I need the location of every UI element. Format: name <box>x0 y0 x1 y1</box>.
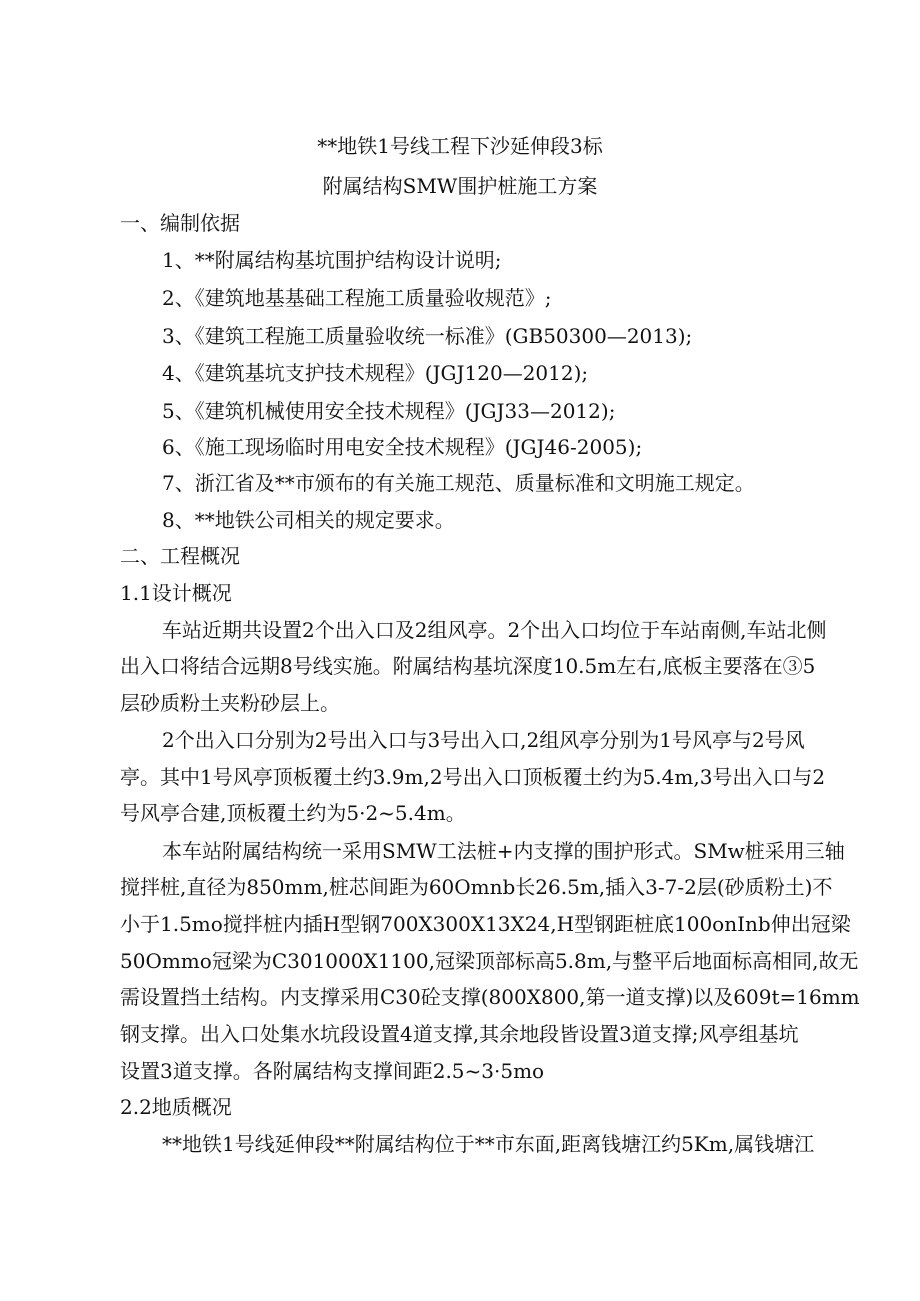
design-para-3-line-1: 本车站附属结构统一采用SMW工法桩+内支撑的围护形式。SMw桩采用三轴 <box>162 839 845 863</box>
document-title-line-1: **地铁1号线工程下沙延伸段3标 <box>317 134 603 158</box>
section-2-heading: 二、工程概况 <box>120 544 240 568</box>
reference-item-4: 4、《建筑基坑支护技术规程》(JGJ120—2012); <box>162 361 589 385</box>
reference-item-6: 6、《施工现场临时用电安全技术规程》(JGJ46-2005); <box>162 435 643 459</box>
design-para-2-line-2: 亭。其中1号风亭顶板覆土约3.9m,2号出入口顶板覆土约为5.4m,3号出入口与2 <box>120 765 826 789</box>
design-para-1-line-1: 车站近期共设置2个出入口及2组风亭。2个出入口均位于车站南侧,车站北侧 <box>162 618 827 642</box>
reference-item-2: 2、《建筑地基基础工程施工质量验收规范》; <box>162 286 552 310</box>
design-para-3-line-3: 小于1.5mo搅拌桩内插H型钢700X300X13X24,H型钢距桩底100onInb伸出冠梁 <box>120 912 851 936</box>
reference-item-5: 5、《建筑机械使用安全技术规程》(JGJ33—2012); <box>162 399 616 423</box>
reference-item-1: 1、**附属结构基坑围护结构设计说明; <box>162 248 502 272</box>
reference-item-3: 3、《建筑工程施工质量验收统一标准》(GB50300—2013); <box>162 324 693 348</box>
design-para-3-line-7: 设置3道支撑。各附属结构支撑间距2.5~3·5mo <box>120 1059 545 1083</box>
section-1-heading: 一、编制依据 <box>120 211 240 235</box>
design-para-2-line-1: 2个出入口分别为2号出入口与3号出入口,2组风亭分别为1号风亭与2号风 <box>162 728 805 752</box>
design-para-3-line-2: 搅拌桩,直径为850mm,桩芯间距为60Omnb长26.5m,插入3-7-2层(砂质粉土)不 <box>120 875 833 899</box>
design-para-3-line-4: 50Ommo冠梁为C301000X1100,冠梁顶部标高5.8m,与整平后地面标高相同,故无 <box>120 949 859 973</box>
design-para-3-line-5: 需设置挡土结构。内支撑采用C30砼支撑(800X800,第一道支撑)以及609t=16mm <box>120 985 860 1009</box>
reference-item-8: 8、**地铁公司相关的规定要求。 <box>162 508 455 532</box>
design-para-1-line-2: 出入口将结合远期8号线实施。附属结构基坑深度10.5m左右,底板主要落在③5 <box>120 654 816 678</box>
design-para-2-line-3: 号风亭合建,顶板覆土约为5·2~5.4m。 <box>120 801 466 825</box>
document-title-line-2: 附属结构SMW围护桩施工方案 <box>322 174 598 198</box>
subsection-1-1-heading: 1.1设计概况 <box>120 581 232 605</box>
subsection-2-2-heading: 2.2地质概况 <box>120 1095 232 1119</box>
reference-item-7: 7、浙江省及**市颁布的有关施工规范、质量标准和文明施工规定。 <box>162 471 755 495</box>
geology-para-1-line-1: **地铁1号线延伸段**附属结构位于**市东面,距离钱塘江约5Km,属钱塘江 <box>162 1132 815 1156</box>
design-para-1-line-3: 层砂质粉土夹粉砂层上。 <box>120 691 340 715</box>
design-para-3-line-6: 钢支撑。出入口处集水坑段设置4道支撑,其余地段皆设置3道支撑;风亭组基坑 <box>120 1022 799 1046</box>
